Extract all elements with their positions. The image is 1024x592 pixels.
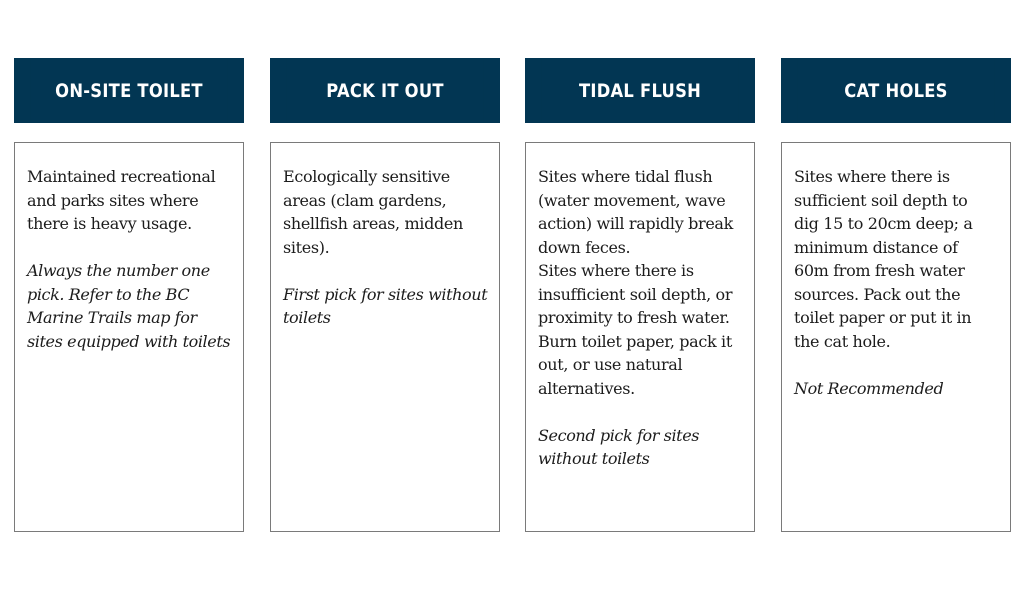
column-header (270, 58, 500, 123)
column-description: Sites where there is sufficient soil depth to dig 15 to 20cm deep; a minimum distance of 60m from fresh water sources. Pack out the toilet paper or put it in the cat hole. (794, 167, 973, 351)
column-card (270, 142, 500, 532)
column-title: ON-SITE TOILET (30, 58, 228, 123)
column-header (14, 58, 244, 123)
column-note: Always the number one pick. Refer to the BC Marine Trails map for sites equipped with toilets (27, 261, 231, 351)
column-card (525, 142, 755, 532)
column-note: Second pick for sites without toilets (538, 425, 700, 468)
column-card (14, 142, 244, 532)
column-pack-it-out (270, 58, 500, 327)
column-card (781, 142, 1011, 532)
column-title: PACK IT OUT (286, 58, 484, 123)
column-tidal-flush (525, 58, 755, 468)
column-description: Maintained recreational and parks sites where there is heavy usage. (27, 167, 216, 233)
column-title: CAT HOLES (797, 58, 995, 123)
column-cat-holes (781, 58, 1011, 398)
column-header (781, 58, 1011, 123)
column-header (525, 58, 755, 123)
column-description: Sites where tidal flush (water movement, wave action) will rapidly break down feces. Sites where there is insufficient soil depth, or proximity to fresh water. Burn toilet paper, pack it out, or use natural alternatives. (538, 167, 733, 398)
column-note: First pick for sites without toilets (283, 284, 488, 327)
column-on-site-toilet (14, 58, 244, 351)
column-title: TIDAL FLUSH (541, 58, 739, 123)
column-description: Ecologically sensitive areas (clam gardens, shellfish areas, midden sites). (283, 167, 463, 257)
column-note: Not Recommended (794, 378, 944, 398)
